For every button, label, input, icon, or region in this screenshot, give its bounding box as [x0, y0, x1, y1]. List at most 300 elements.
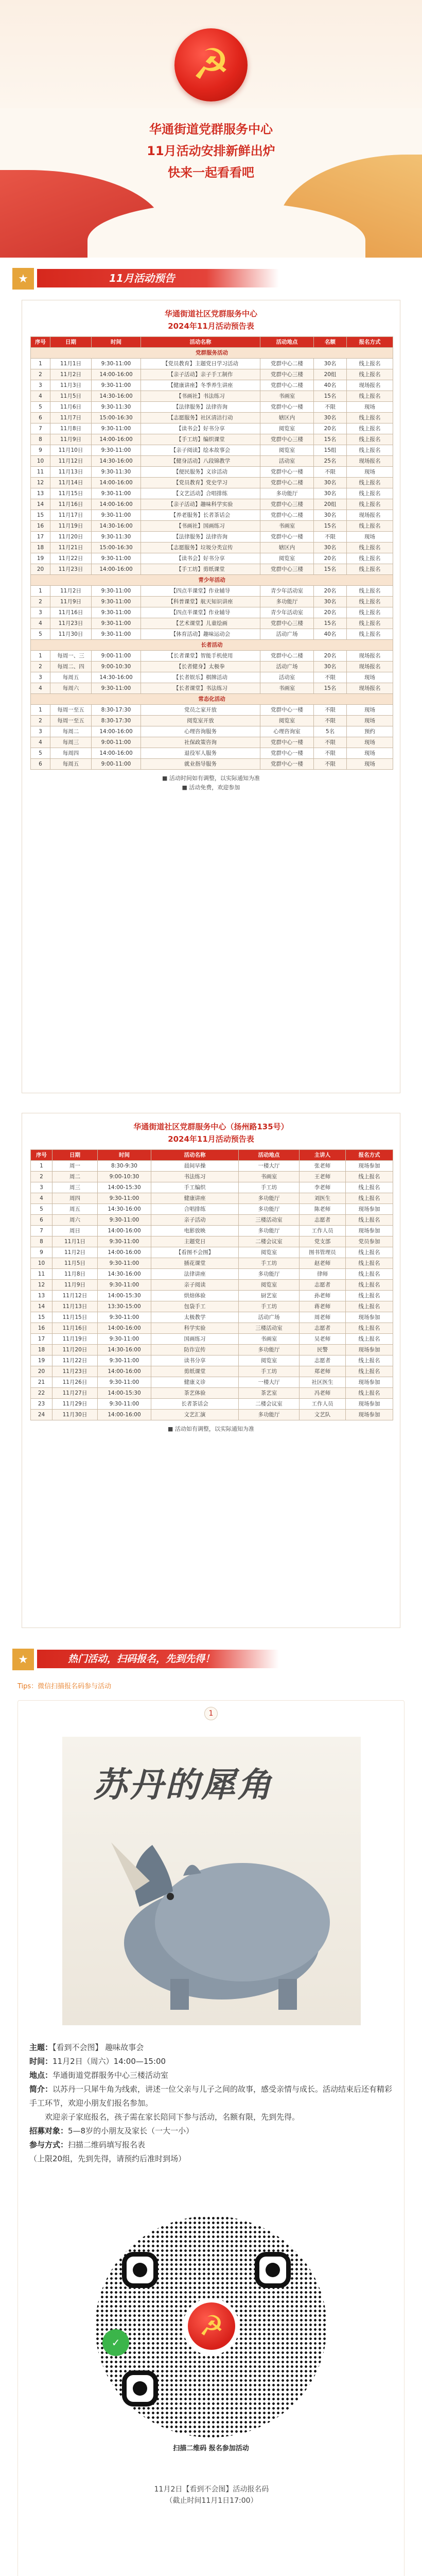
table-cell: 11月2日	[50, 369, 92, 380]
table-cell: 9:30-11:30	[92, 402, 141, 413]
table-cell: 30名	[314, 413, 347, 423]
table-cell: 晨间早操	[151, 1161, 239, 1172]
table-cell: 现场	[347, 748, 393, 759]
table-cell: 二楼会议室	[239, 1399, 300, 1410]
table-cell: 党支部	[300, 1236, 346, 1247]
table-cell: 一楼大厅	[239, 1161, 300, 1172]
table-cell: 多功能厅	[239, 1410, 300, 1420]
table-cell: 11月8日	[52, 1269, 98, 1280]
table-cell: 14	[31, 1301, 52, 1312]
table-cell: 11月9日	[50, 434, 92, 445]
table-cell: 线上报名	[347, 434, 393, 445]
schedule-table-2-card	[22, 1113, 400, 1628]
table-row	[31, 1323, 393, 1334]
table-cell: 8	[31, 434, 50, 445]
table-cell: 19	[31, 553, 50, 564]
table-cell: 周日	[52, 1226, 98, 1236]
table-row	[31, 456, 393, 467]
table-row	[31, 607, 393, 618]
table-cell: 太极教学	[151, 1312, 239, 1323]
table-cell: 多功能厅	[260, 597, 314, 607]
group-label: 长者活动	[31, 640, 393, 651]
table-cell: 11月16日	[50, 499, 92, 510]
event-method: 参与方式：扫描二维码填写报名表	[29, 2140, 146, 2149]
table-cell: 【科普课堂】航天知识讲座	[141, 597, 260, 607]
table-row	[31, 521, 393, 532]
table-cell: 4	[31, 737, 50, 748]
table-row	[31, 705, 393, 716]
table-cell: 11月16日	[50, 607, 92, 618]
table-row	[31, 672, 393, 683]
table-row	[31, 369, 393, 380]
table-cell: 党群中心一楼	[260, 748, 314, 759]
table-cell: 线上报名	[347, 391, 393, 402]
table-cell: 11月27日	[52, 1388, 98, 1399]
table-cell: 9:00-11:00	[92, 737, 141, 748]
table-cell: 不限	[314, 759, 347, 770]
table-cell: 【手工坊】剪纸课堂	[141, 564, 260, 575]
table-cell: 现场	[347, 737, 393, 748]
table-cell: 11月6日	[50, 402, 92, 413]
table-cell: 3	[31, 726, 50, 737]
table-group-row	[31, 694, 393, 705]
table-cell: 6	[31, 759, 50, 770]
table-cell: 25名	[314, 456, 347, 467]
table-cell: 党群中心二楼	[260, 380, 314, 391]
table-cell: 【书画社】国画练习	[141, 521, 260, 532]
table-cell: 【法律服务】法律咨询	[141, 402, 260, 413]
table-cell: 5	[31, 748, 50, 759]
table-cell: 党群中心一楼	[260, 532, 314, 543]
banner-line-3: 快来一起看看吧	[168, 165, 254, 180]
table-cell: 30名	[314, 478, 347, 488]
column-header: 活动名称	[151, 1150, 239, 1161]
table-cell: 现场参加	[346, 1410, 393, 1420]
table-cell: 11	[31, 467, 50, 478]
rhino-illustration	[62, 1737, 361, 2025]
table-cell: 线上报名	[347, 553, 393, 564]
table-cell: 9:30-11:00	[98, 1355, 151, 1366]
table-cell: 20	[31, 1366, 52, 1377]
table-cell: 14:00-16:00	[92, 434, 141, 445]
table-cell: 【四点半课堂】作业辅导	[141, 607, 260, 618]
table-cell: 李老师	[300, 1182, 346, 1193]
table-cell: 3	[31, 607, 50, 618]
table-cell: 线上报名	[347, 359, 393, 369]
table-cell: 党员参加	[346, 1236, 393, 1247]
table-cell: 党群中心二楼	[260, 510, 314, 521]
table-cell: 9:30-11:00	[92, 380, 141, 391]
poster-title: 苏丹的犀角	[93, 1765, 273, 1805]
table-cell: 9:30-11:00	[92, 683, 141, 694]
registration-qr-code-1[interactable]	[95, 2216, 327, 2458]
table-row	[31, 1172, 393, 1182]
table-cell: 冯老师	[300, 1388, 346, 1399]
table-cell: 线上报名	[346, 1258, 393, 1269]
table-cell: 不限	[314, 716, 347, 726]
table-2-title: 华通街道社区党群服务中心（扬州路135号）	[133, 1122, 289, 1131]
table-cell: 9:30-11:00	[98, 1258, 151, 1269]
table-cell: 二楼会议室	[239, 1236, 300, 1247]
table-cell: 11月21日	[50, 543, 92, 553]
table-cell: 线上报名	[347, 423, 393, 434]
table-cell: 13:30-15:00	[98, 1301, 151, 1312]
table-cell: 【亲子阅读】绘本故事会	[141, 445, 260, 456]
table-cell: 5	[31, 1204, 52, 1215]
table-cell: 19	[31, 1355, 52, 1366]
table-cell: 健康义诊	[151, 1377, 239, 1388]
table-cell: 书画室	[260, 683, 314, 694]
column-header: 活动地点	[260, 337, 314, 348]
table-cell: 12	[31, 478, 50, 488]
wechat-icon: ✓	[102, 2329, 129, 2356]
table-cell: 15组	[314, 445, 347, 456]
group-label: 党群服务活动	[31, 348, 393, 359]
column-header: 报名方式	[347, 337, 393, 348]
table-cell: 党群中心一楼	[260, 402, 314, 413]
table-cell: 【党员教育】党史学习	[141, 478, 260, 488]
table-cell: 现场参加	[346, 1312, 393, 1323]
table-cell: 线上报名	[347, 618, 393, 629]
table-cell: 11月5日	[52, 1258, 98, 1269]
table-cell: 4	[31, 618, 50, 629]
table-cell: 18	[31, 1345, 52, 1355]
event-intro-2: 欢迎亲子家庭报名，孩子需在家长陪同下参与活动，名额有限，先到先得。	[45, 2112, 300, 2122]
table-row	[31, 586, 393, 597]
table-cell: 20名	[314, 607, 347, 618]
table-cell: 厨艺室	[239, 1291, 300, 1301]
table-row	[31, 737, 393, 748]
table-cell: 不限	[314, 748, 347, 759]
table-cell: 【看图不会图】	[151, 1247, 239, 1258]
table-cell: 9:00-10:30	[98, 1172, 151, 1182]
table-row	[31, 423, 393, 434]
table-cell: 9:00-11:00	[92, 759, 141, 770]
table-cell: 11月3日	[50, 380, 92, 391]
table-cell: 20名	[314, 586, 347, 597]
table-cell: 社区医生	[300, 1377, 346, 1388]
table-cell: 17	[31, 1334, 52, 1345]
table-cell: 手工坊	[239, 1366, 300, 1377]
table-cell: 【长者课堂】智能手机使用	[141, 651, 260, 662]
table-row	[31, 359, 393, 369]
table-cell: 现场参加	[346, 1377, 393, 1388]
table-cell: 30名	[314, 662, 347, 672]
table-cell: 线上报名	[347, 488, 393, 499]
table-cell: 2	[31, 716, 50, 726]
table-cell: 手工坊	[239, 1182, 300, 1193]
table-cell: 周五	[52, 1204, 98, 1215]
table-cell: 9:30-11:00	[98, 1312, 151, 1323]
table-cell: 15	[31, 1312, 52, 1323]
table-row	[31, 510, 393, 521]
table-cell: 11月29日	[52, 1399, 98, 1410]
table-cell: 14:00-16:00	[98, 1410, 151, 1420]
table-cell: 线上报名	[347, 478, 393, 488]
table-cell: 【文艺活动】合唱排练	[141, 488, 260, 499]
table-cell: 16	[31, 521, 50, 532]
table-cell: 线上报名	[347, 369, 393, 380]
table-cell: 【长者健身】太极拳	[141, 662, 260, 672]
table-cell: 11月20日	[50, 532, 92, 543]
table-cell: 心理咨询室	[260, 726, 314, 737]
table-cell: 5	[31, 629, 50, 640]
table-cell: 9:30-11:00	[98, 1377, 151, 1388]
table-row	[31, 759, 393, 770]
table-cell: 9:30-11:00	[98, 1280, 151, 1291]
table-cell: 线上报名	[346, 1355, 393, 1366]
table-cell: 不限	[314, 532, 347, 543]
table-cell: 11月23日	[52, 1366, 98, 1377]
table-cell: 线上报名	[346, 1182, 393, 1193]
table-cell: 线上报名	[347, 607, 393, 618]
table-cell: 现场报名	[347, 380, 393, 391]
table-cell: 三楼活动室	[239, 1215, 300, 1226]
table-cell: 14:30-16:00	[92, 456, 141, 467]
table-cell: 现场参加	[346, 1399, 393, 1410]
section-header-hot-activities	[12, 1649, 301, 1670]
table-cell: 11月22日	[50, 553, 92, 564]
column-header: 活动名称	[141, 337, 260, 348]
table-cell: 11月26日	[52, 1377, 98, 1388]
table-row	[31, 716, 393, 726]
table-cell: 2	[31, 1172, 52, 1182]
table-row	[31, 445, 393, 456]
column-header: 报名方式	[346, 1150, 393, 1161]
table-cell: 2	[31, 597, 50, 607]
table-cell: 现场	[347, 532, 393, 543]
table-row	[31, 597, 393, 607]
table-cell: 手工坊	[239, 1258, 300, 1269]
table-cell: 活动广场	[239, 1312, 300, 1323]
table-cell: 【亲子活动】趣味科学实验	[141, 499, 260, 510]
table-cell: 线上报名	[346, 1366, 393, 1377]
table-cell: 周老师	[300, 1312, 346, 1323]
table-row	[31, 413, 393, 423]
table-row	[31, 434, 393, 445]
table-cell: 9:30-11:00	[92, 553, 141, 564]
table-cell: 陈老师	[300, 1204, 346, 1215]
table-cell: 9:30-11:00	[92, 423, 141, 434]
table-cell: 就业指导服务	[141, 759, 260, 770]
table-cell: 9:30-11:30	[92, 532, 141, 543]
table-cell: 活动广场	[260, 629, 314, 640]
table-cell: 9:00-11:00	[92, 651, 141, 662]
table-cell: 【健身活动】八段锦教学	[141, 456, 260, 467]
table-cell: 不限	[314, 705, 347, 716]
table-cell: 多功能厅	[239, 1226, 300, 1236]
table-cell: 活动室	[260, 456, 314, 467]
table-cell: 一楼大厅	[239, 1377, 300, 1388]
table-cell: 现场报名	[347, 683, 393, 694]
table-cell: 党群中心一楼	[260, 737, 314, 748]
table-cell: 合唱排练	[151, 1204, 239, 1215]
table-cell: 不限	[314, 402, 347, 413]
table-row	[31, 380, 393, 391]
table-cell: 14:30-16:00	[92, 521, 141, 532]
table-cell: 20组	[314, 369, 347, 380]
table-row	[31, 1399, 393, 1410]
star-icon: ★	[12, 268, 34, 290]
event-audience: 招募对象：5—8岁的小朋友及家长（一大一小）	[29, 2126, 194, 2136]
table-row	[31, 1280, 393, 1291]
table-cell: 现场报名	[347, 510, 393, 521]
table-cell: 郑老师	[300, 1366, 346, 1377]
table-cell: 1	[31, 586, 50, 597]
table-cell: 15:00-16:30	[92, 543, 141, 553]
table-cell: 8	[31, 1236, 52, 1247]
table-cell: 线上报名	[346, 1334, 393, 1345]
table-cell: 阅览室	[239, 1280, 300, 1291]
group-label: 常态化活动	[31, 694, 393, 705]
table-row	[31, 629, 393, 640]
event-footer: 11月2日【看到不会图】活动报名码 （截止时间11月1日17:00）	[154, 2485, 269, 2505]
table-row	[31, 467, 393, 478]
table-cell: 党群中心一楼	[260, 759, 314, 770]
table-cell: 周一	[52, 1161, 98, 1172]
table-group-row	[31, 640, 393, 651]
qr-caption: 扫描二维码 报名参加活动	[173, 2445, 249, 2452]
table-cell: 20名	[314, 651, 347, 662]
table-cell: 9:30-11:00	[92, 359, 141, 369]
table-cell: 每周一、三	[50, 651, 92, 662]
table-cell: 9:30-11:00	[92, 618, 141, 629]
table-cell: 法律讲座	[151, 1269, 239, 1280]
table-cell: 党群中心二楼	[260, 478, 314, 488]
table-cell: 烘焙体验	[151, 1291, 239, 1301]
column-header: 时间	[92, 337, 141, 348]
table-cell: 周二	[52, 1172, 98, 1182]
table-cell: 18	[31, 543, 50, 553]
table-1-footer: ■ 活动时间如有调整，以实际通知为准 ■ 活动免费，欢迎参加	[162, 775, 260, 791]
table-group-row	[31, 575, 393, 586]
table-cell: 11月12日	[50, 456, 92, 467]
table-cell: 9:30-11:00	[92, 510, 141, 521]
table-cell: 14:30-16:00	[92, 391, 141, 402]
table-row	[31, 662, 393, 672]
table-cell: 4	[31, 683, 50, 694]
table-cell: 现场参加	[346, 1161, 393, 1172]
table-row	[31, 488, 393, 499]
table-row	[31, 683, 393, 694]
table-cell: 线上报名	[347, 445, 393, 456]
column-header: 日期	[52, 1150, 98, 1161]
party-emblem-icon: ☭	[174, 28, 248, 101]
table-cell: 1	[31, 705, 50, 716]
banner-line-2: 11月活动安排新鲜出炉	[147, 144, 275, 158]
table-cell: 线上报名	[346, 1269, 393, 1280]
table-cell: 周三	[52, 1182, 98, 1193]
table-cell: 11月19日	[50, 521, 92, 532]
table-cell: 读书分享	[151, 1355, 239, 1366]
table-cell: 茶艺室	[239, 1388, 300, 1399]
table-cell: 14	[31, 499, 50, 510]
table-cell: 每周三	[50, 737, 92, 748]
table-cell: 线上报名	[347, 586, 393, 597]
event-intro: 简介：以苏丹一只犀牛角为线索，讲述一位父亲与儿子之间的故事，感受亲情与成长。活动结束后还有精彩手工环节，欢迎小朋友们报名参加。	[29, 2084, 393, 2108]
table-cell: 【长者课堂】书法练习	[141, 683, 260, 694]
table-row	[31, 1236, 393, 1247]
star-icon: ★	[12, 1649, 34, 1670]
table-cell: 9:30-11:00	[92, 597, 141, 607]
table-row	[31, 1410, 393, 1420]
table-row	[31, 391, 393, 402]
table-cell: 每周五	[50, 759, 92, 770]
table-cell: 4	[31, 1193, 52, 1204]
table-cell: 14:30-16:00	[98, 1345, 151, 1355]
table-cell: 40名	[314, 380, 347, 391]
table-cell: 志愿者	[300, 1215, 346, 1226]
table-cell: 工作人员	[300, 1399, 346, 1410]
table-cell: 9:30-11:00	[92, 629, 141, 640]
table-cell: 15名	[314, 683, 347, 694]
table-cell: 5	[31, 402, 50, 413]
table-cell: 11月7日	[50, 413, 92, 423]
table-cell: 15名	[314, 618, 347, 629]
table-cell: 14:00-16:00	[92, 748, 141, 759]
table-cell: 9:30-11:00	[98, 1236, 151, 1247]
table-cell: 书画室	[239, 1172, 300, 1182]
table-cell: 刘医生	[300, 1193, 346, 1204]
table-cell: 11月2日	[52, 1247, 98, 1258]
table-cell: 线上报名	[347, 521, 393, 532]
table-cell: 辖区内	[260, 543, 314, 553]
table-cell: 20组	[314, 499, 347, 510]
table-cell: 赵老师	[300, 1258, 346, 1269]
table-cell: 11月16日	[52, 1323, 98, 1334]
table-row	[31, 543, 393, 553]
party-emblem-icon: ☭	[188, 2302, 235, 2350]
table-cell: 多功能厅	[260, 488, 314, 499]
table-cell: 阅览室	[239, 1355, 300, 1366]
table-cell: 社保政策咨询	[141, 737, 260, 748]
table-cell: 每周四	[50, 748, 92, 759]
table-cell: 阅览室	[260, 553, 314, 564]
event-note: （上限20组，先到先得，请预约后准时到场）	[29, 2154, 186, 2163]
table-cell: 7	[31, 423, 50, 434]
table-cell: 14:30-16:00	[98, 1204, 151, 1215]
table-cell: 文艺汇演	[151, 1410, 239, 1420]
table-cell: 线上报名	[347, 629, 393, 640]
table-cell: 9	[31, 1247, 52, 1258]
table-cell: 【养老服务】长者茶话会	[141, 510, 260, 521]
table-cell: 10	[31, 1258, 52, 1269]
table-cell: 手工编织	[151, 1182, 239, 1193]
table-cell: 23	[31, 1399, 52, 1410]
table-cell: 40名	[314, 629, 347, 640]
table-cell: 11月15日	[50, 488, 92, 499]
table-cell: 14:00-16:00	[92, 564, 141, 575]
table-cell: 党群中心三楼	[260, 564, 314, 575]
table-cell: 11	[31, 1269, 52, 1280]
table-cell: 11月23日	[50, 564, 92, 575]
table-row	[31, 1312, 393, 1323]
table-cell: 15名	[314, 391, 347, 402]
table-cell: 每周二、四	[50, 662, 92, 672]
table-cell: 民警	[300, 1345, 346, 1355]
table-cell: 线上报名	[346, 1388, 393, 1399]
table-cell: 9:30-11:00	[92, 445, 141, 456]
header-banner	[0, 0, 422, 258]
table-cell: 周六	[52, 1215, 98, 1226]
table-cell: 预约	[347, 726, 393, 737]
table-cell: 14:00-16:00	[92, 726, 141, 737]
table-cell: 【志愿服务】社区清洁行动	[141, 413, 260, 423]
table-cell: 工作人员	[300, 1226, 346, 1236]
table-cell: 7	[31, 1226, 52, 1236]
table-cell: 科学实验	[151, 1323, 239, 1334]
table-cell: 线上报名	[346, 1301, 393, 1312]
